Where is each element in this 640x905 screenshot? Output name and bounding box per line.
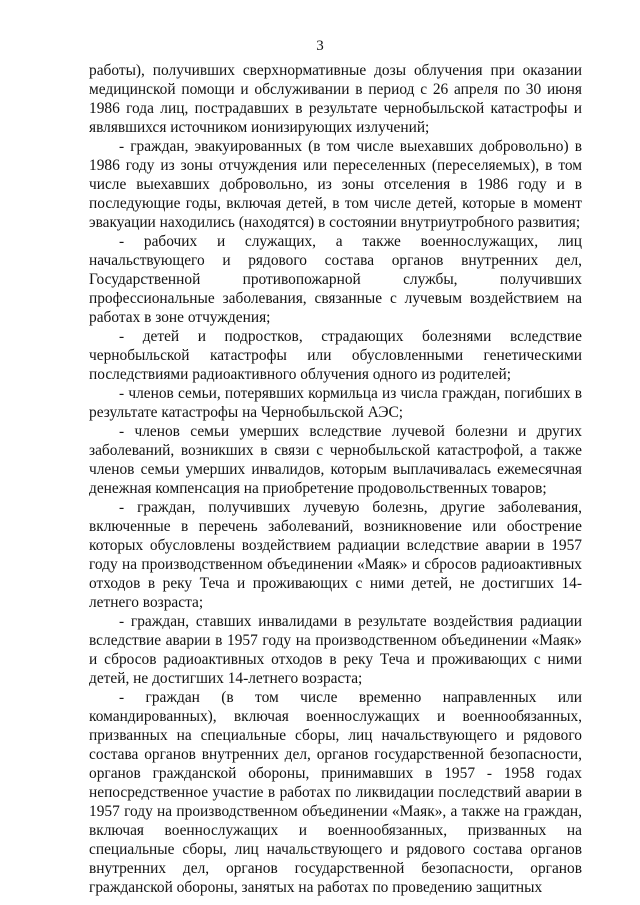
paragraph-disabled-mayak: - граждан, ставших инвалидами в результате воздействия радиации вследствие аварии в 1957 году на производственном объединении «Маяк» и сбросов радиоактивных отходов в реку Теча и проживающих с ними детей, не достигших 14-летнего возраста; <box>89 613 582 687</box>
paragraph-continuation: работы), получивших сверхнормативные дозы облучения при оказании медицинской помощи и обслуживании в период с 26 апреля по 30 июня 1986 года лиц, пострадавших в результате чернобыльской катастрофы и являвшихся источником ионизирующих излучений; <box>89 62 582 136</box>
paragraph-family-lost-breadwinner: - членов семьи, потерявших кормильца из числа граждан, погибших в результате катастрофы на Чернобыльской АЭС; <box>89 385 582 421</box>
paragraph-family-deceased: - членов семьи умерших вследствие лучевой болезни и других заболеваний, возникших в связи с чернобыльской катастрофой, а также членов семьи умерших инвалидов, которым выплачивалась ежемесячная денежная компенсация на приобретение продовольственных товаров; <box>89 423 582 497</box>
paragraph-children-adolescents: - детей и подростков, страдающих болезнями вследствие чернобыльской катастрофы или обусловленными генетическими последствиями радиоактивного облучения одного из родителей; <box>89 328 582 383</box>
page-number: 3 <box>316 38 324 54</box>
paragraph-radiation-sickness-mayak: - граждан, получивших лучевую болезнь, другие заболевания, включенные в перечень заболеваний, возникновение или обострение которых обусловлены воздействием радиации вследствие аварии в 1957 году на производственном объединении «Маяк» и сбросов радиоактивных отходов в реку Теча и проживающих с ними детей, не достигших 14-летнего возраста; <box>89 499 582 611</box>
document-body <box>89 61 582 897</box>
paragraph-liquidators-mayak: - граждан (в том числе временно направленных или командированных), включая военнослужащих и военнообязанных, призванных на специальные сборы, лиц начальствующего и рядового состава органов внутренних дел, органов государственной безопасности, органов гражданской обороны, принимавших в 1957 - 1958 годах непосредственное участие в работах по ликвидации последствий аварии в 1957 году на производственном объединении «Маяк», а также на граждан, включая военнослужащих и военнообязанных, призванных на специальные сборы, лиц начальствующего и рядового состава органов внутренних дел, органов государственной безопасности, органов гражданской обороны, занятых на работах по проведению защитных <box>89 689 582 896</box>
paragraph-evacuated-citizens: - граждан, эвакуированных (в том числе выехавших добровольно) в 1986 году из зоны отчуждения или переселенных (переселяемых), в том числе выехавших добровольно, из зоны отселения в 1986 году и в последующие годы, включая детей, в том числе детей, которые в момент эвакуации находились (находятся) в состоянии внутриутробного развития; <box>89 138 582 231</box>
paragraph-workers-servicemen: - рабочих и служащих, а также военнослужащих, лиц начальствующего и рядового состава органов внутренних дел, Государственной противопожарной службы, получивших профессиональные заболевания, связанные с лучевым воздействием на работах в зоне отчуждения; <box>89 233 582 326</box>
